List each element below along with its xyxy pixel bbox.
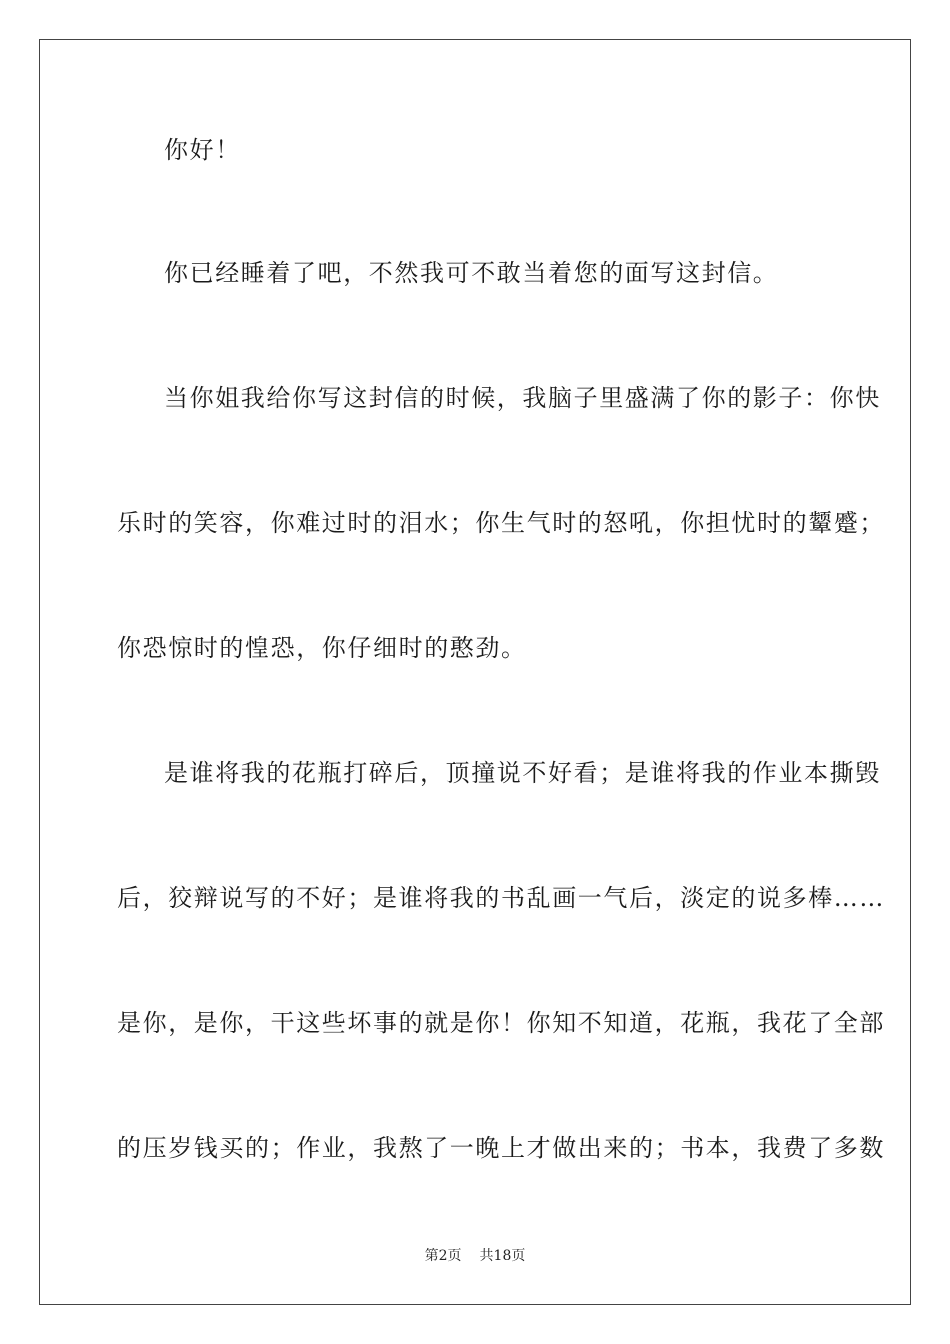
paragraph-line: 是你，是你，干这些坏事的就是你！你知不知道，花瓶，我花了全部 [117, 1009, 885, 1037]
page-border [39, 39, 911, 1305]
page-number: 第2页 [424, 1248, 462, 1264]
greeting-line: 你好！ [164, 136, 241, 164]
page-footer [0, 1247, 950, 1265]
paragraph-line: 乐时的笑容，你难过时的泪水；你生气时的怒吼，你担忧时的颦蹙； [117, 509, 885, 537]
paragraph-line: 后，狡辩说写的不好；是谁将我的书乱画一气后，淡定的说多棒…… [117, 884, 885, 912]
paragraph-line: 是谁将我的花瓶打碎后，顶撞说不好看；是谁将我的作业本撕毁 [164, 759, 881, 787]
paragraph-line: 当你姐我给你写这封信的时候，我脑子里盛满了你的影子：你快 [164, 384, 881, 412]
page-total: 共18页 [479, 1248, 526, 1264]
paragraph-line: 的压岁钱买的；作业，我熬了一晚上才做出来的；书本，我费了多数 [117, 1134, 885, 1162]
paragraph-line: 你已经睡着了吧，不然我可不敢当着您的面写这封信。 [164, 259, 779, 287]
paragraph-line: 你恐惊时的惶恐，你仔细时的憨劲。 [117, 634, 527, 662]
